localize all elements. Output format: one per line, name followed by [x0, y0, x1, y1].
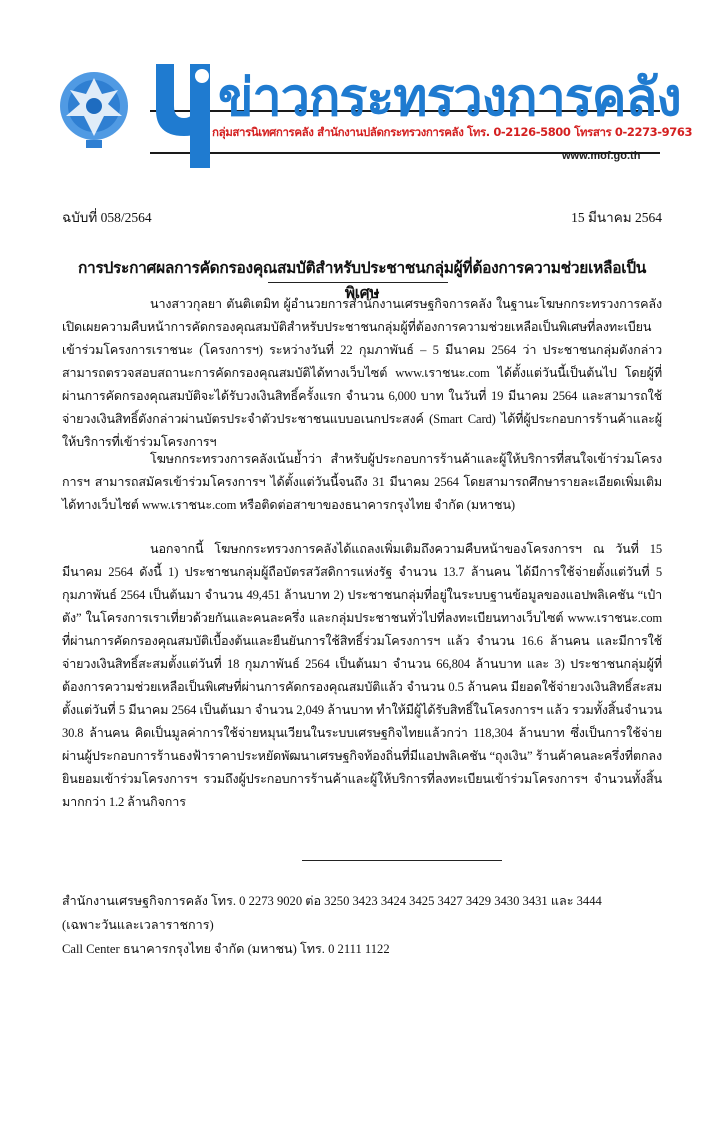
paragraph-2 — [62, 448, 662, 517]
press-header — [0, 0, 720, 180]
footer-contact-note: (เฉพาะวันและเวลาราชการ) — [62, 918, 214, 932]
website-link[interactable]: www.mof.go.th — [562, 150, 641, 162]
document-meta — [62, 206, 662, 226]
header-contact-line: กลุ่มสารนิเทศการคลัง สำนักงานปลัดกระทรวงการคลัง โทร. 0-2126-5800 โทรสาร 0-2273-9763 — [212, 125, 693, 139]
headline: การประกาศผลการคัดกรองคุณสมบัติสำหรับประชาชนกลุ่มผู้ที่ต้องการความช่วยเหลือเป็นพิเศษ — [77, 260, 647, 302]
footer-contact-fpo: สำนักงานเศรษฐกิจการคลัง โทร. 0 2273 9020 ต่อ 3250 3423 3424 3425 3427 3429 3430 3431 และ 3444 — [62, 894, 602, 908]
end-divider — [302, 860, 502, 861]
brand-mark-icon — [150, 58, 212, 170]
paragraph-1 — [62, 293, 662, 454]
issue-date: 15 มีนาคม 2564 — [571, 210, 662, 225]
issue-number: ฉบับที่ 058/2564 — [62, 210, 152, 225]
ministry-title: ข่าวกระทรวงการคลัง — [218, 68, 681, 128]
paragraph-text: นอกจากนี้ โฆษกกระทรวงการคลังได้แถลงเพิ่มเติมถึงความคืบหน้าของโครงการฯ ณ วันที่ 15 มีนาคม 2564 ดังนี้ 1) ประชาชนกลุ่มผู้ถือบัตรสวัสดิการแห่งรัฐ จำนวน 13.7 ล้านคน ได้มีการใช้จ่ายตั้งแต่วันที่ 5 กุมภาพันธ์ 2564 เป็นต้นมา จำนวน 49,451 ล้านบาท 2) ประชาชนกลุ่มที่อยู่ในระบบฐานข้อมูลของแอปพลิเคชัน “เป๋าตัง” ในโครงการเราเที่ยวด้วยกันและคนละครึ่ง และกลุ่มประชาชนทั่วไปที่ลงทะเบียนทางเว็บไซต์ www.เราชนะ.com ที่ผ่านการคัดกรองคุณสมบัติเบื้องต้นและยืนยันการใช้สิทธิ์ร่วมโครงการฯ แล้ว จำนวน 16.6 ล้านคน และมีการใช้จ่ายวงเงินสิทธิ์สะสมตั้งแต่วันที่ 18 กุมภาพันธ์ 2564 เป็นต้นมา จำนวน 66,804 ล้านบาท และ 3) ประชาชนกลุ่มผู้ที่ต้องการความช่วยเหลือเป็นพิเศษที่ผ่านการคัดกรองคุณสมบัติแล้ว จำนวน 0.5 ล้านคน มียอดใช้จ่ายวงเงินสิทธิ์สะสมตั้งแต่วันที่ 5 มีนาคม 2564 เป็นต้นมา จำนวน 2,049 ล้านบาท ทำให้มีผู้ได้รับสิทธิ์ในโครงการฯ แล้ว รวมทั้งสิ้นจำนวน 30.8 ล้านคน คิดเป็นมูลค่าการใช้จ่ายหมุนเวียนในระบบเศรษฐกิจไทยแล้วกว่า 118,304 ล้านบาท ซึ่งเป็นการใช้จ่ายผ่านผู้ประกอบการร้านธงฟ้าราคาประหยัดพัฒนาเศรษฐกิจท้องถิ่นที่มีแอปพลิเคชัน “ถุงเงิน” ร้านค้าคนละครึ่งที่ตกลงยินยอมเข้าร่วมโครงการฯ รวมถึงผู้ประกอบการร้านค้าและผู้ให้บริการที่ลงทะเบียนเข้าร่วมโครงการฯ จำนวนทั้งสิ้นมากกว่า 1.2 ล้านกิจการ — [62, 542, 662, 809]
garuda-emblem-icon — [56, 64, 132, 152]
paragraph-3 — [62, 538, 662, 814]
footer-contacts — [62, 889, 662, 961]
headline-underline — [268, 282, 448, 283]
paragraph-text: นางสาวกุลยา ตันติเตมิท ผู้อำนวยการสำนักงานเศรษฐกิจการคลัง ในฐานะโฆษกกระทรวงการคลัง เปิดเผยความคืบหน้าการคัดกรองคุณสมบัติสำหรับประชาชนกลุ่มผู้ที่ต้องการความช่วยเหลือเป็นพิเศษที่ลงทะเบียนเข้าร่วมโครงการเราชนะ (โครงการฯ) ระหว่างวันที่ 22 กุมภาพันธ์ – 5 มีนาคม 2564 ว่า ประชาชนกลุ่มดังกล่าวสามารถตรวจสอบสถานะการคัดกรองคุณสมบัติได้ทางเว็บไซต์ www.เราชนะ.com ได้ตั้งแต่วันนี้เป็นต้นไป โดยผู้ที่ผ่านการคัดกรองคุณสมบัติจะได้รับวงเงินสิทธิ์ครั้งแรก จำนวน 6,000 บาท ในวันที่ 19 มีนาคม 2564 และสามารถใช้จ่ายวงเงินสิทธิ์ดังกล่าวผ่านบัตรประจำตัวประชาชนแบบอเนกประสงค์ (Smart Card) ได้ที่ผู้ประกอบการร้านค้าและผู้ให้บริการที่เข้าร่วมโครงการฯ — [62, 297, 662, 449]
paragraph-text: โฆษกกระทรวงการคลังเน้นย้ำว่า สำหรับผู้ประกอบการร้านค้าและผู้ให้บริการที่สนใจเข้าร่วมโครงการฯ สามารถสมัครเข้าร่วมโครงการฯ ได้ตั้งแต่วันนี้จนถึง 31 มีนาคม 2564 โดยสามารถศึกษารายละเอียดเพิ่มเติมได้ทางเว็บไซต์ www.เราชนะ.com หรือติดต่อสาขาของธนาคารกรุงไทย จำกัด (มหาชน) — [62, 452, 662, 512]
footer-contact-ktb: Call Center ธนาคารกรุงไทย จำกัด (มหาชน) โทร. 0 2111 1122 — [62, 942, 390, 956]
